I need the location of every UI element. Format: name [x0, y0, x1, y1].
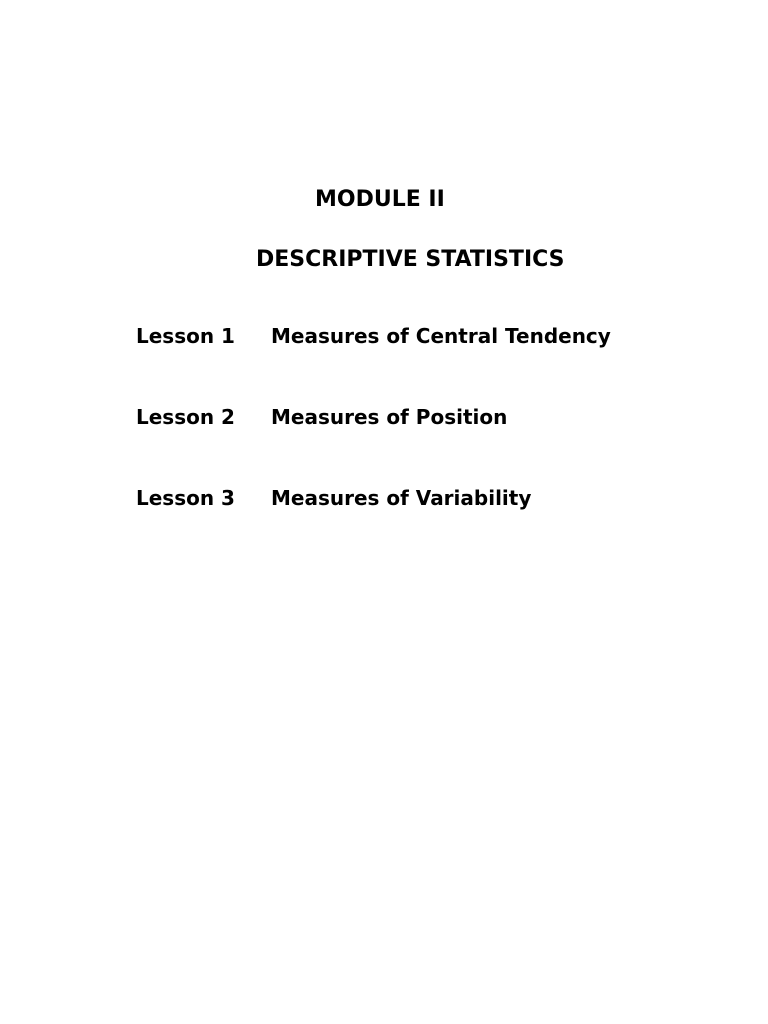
- module-title: DESCRIPTIVE STATISTICS: [256, 247, 565, 272]
- lesson-label: Lesson 3: [136, 486, 235, 510]
- lesson-label: Lesson 1: [136, 324, 235, 348]
- lesson-title: Measures of Central Tendency: [271, 324, 611, 348]
- module-number: MODULE II: [315, 187, 445, 212]
- lesson-title: Measures of Position: [271, 405, 508, 429]
- lesson-label: Lesson 2: [136, 405, 235, 429]
- lesson-title: Measures of Variability: [271, 486, 532, 510]
